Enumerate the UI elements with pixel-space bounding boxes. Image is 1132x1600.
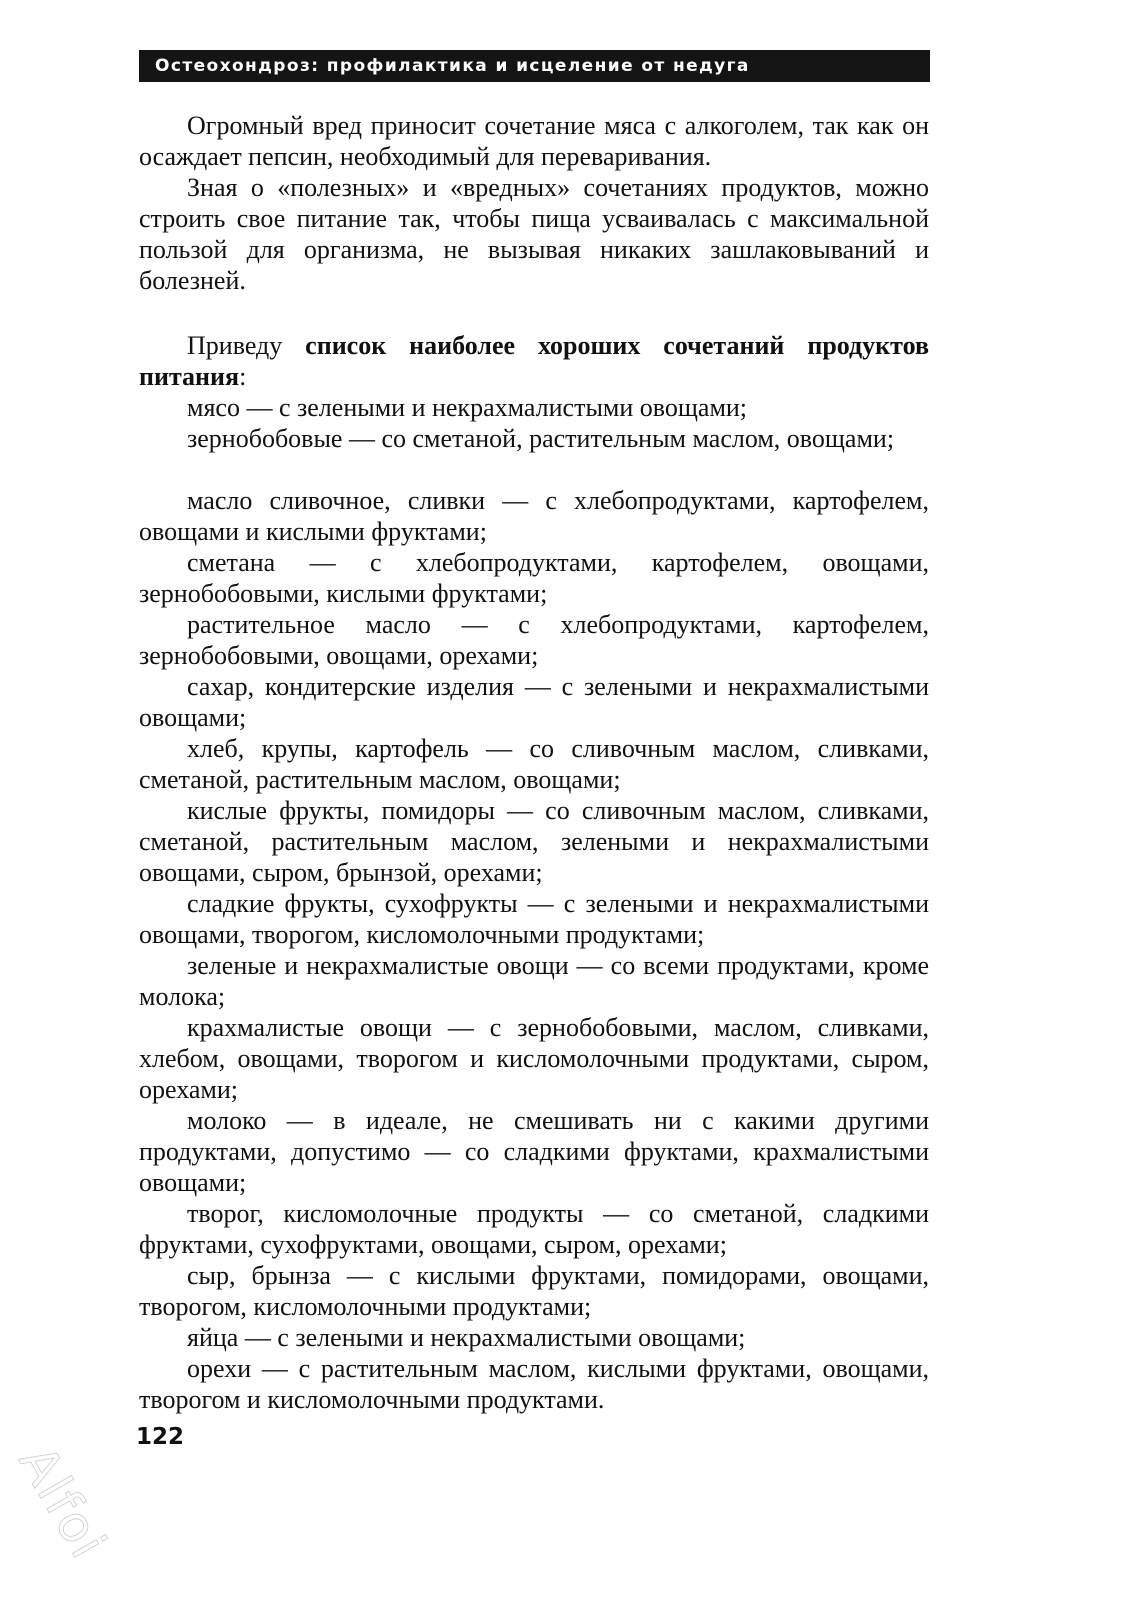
list-item: сахар, кондитерские изделия — с зелеными и некрахмалистыми овощами;: [139, 672, 929, 732]
list-item: зеленые и некрахмалистые овощи — со всеми продуктами, кроме молока;: [139, 951, 929, 1011]
list-item: яйца — с зелеными и некрахмалистыми овощами;: [187, 1323, 746, 1352]
page-number: 122: [136, 1424, 185, 1450]
list-item: масло сливочное, сливки — с хлебопродуктами, картофелем, овощами и кислыми фруктами;: [139, 486, 929, 546]
list-item: сметана — с хлебопродуктами, картофелем, овощами, зернобобовыми, кислыми фруктами;: [139, 548, 929, 608]
list-item: кислые фрукты, помидоры — со сливочным маслом, сливками, сметаной, растительным маслом, зелеными и некрахмалистыми овощами, сыром, брынзой, орехами;: [139, 796, 929, 887]
list-item: молоко — в идеале, не смешивать ни с какими другими продуктами, допустимо — со сладкими фруктами, крахмалистыми овощами;: [139, 1106, 929, 1197]
body-paragraph: Огромный вред приносит сочетание мяса с алкоголем, так как он осаждает пепсин, необходимый для переваривания.: [139, 111, 929, 171]
list-item: хлеб, крупы, картофель — со сливочным маслом, сливками, сметаной, растительным маслом, овощами;: [139, 734, 929, 794]
list-item: сладкие фрукты, сухофрукты — с зелеными и некрахмалистыми овощами, творогом, кисломолочными продуктами;: [139, 889, 929, 949]
list-intro-lead: Приведу: [187, 331, 306, 360]
list-item: сыр, брынза — с кислыми фруктами, помидорами, овощами, творогом, кисломолочными продуктами;: [139, 1261, 929, 1321]
list-item: растительное масло — с хлебопродуктами, картофелем, зернобобовыми, овощами, орехами;: [139, 610, 929, 670]
list-item: крахмалистые овощи — с зернобобовыми, маслом, сливками, хлебом, овощами, творогом и кисломолочными продуктами, сыром, орехами;: [139, 1013, 929, 1104]
list-intro-tail: :: [239, 362, 247, 391]
running-header-title: Остеохондроз: профилактика и исцеление от недуга: [155, 56, 750, 76]
body-paragraph: Зная о «полезных» и «вредных» сочетаниях продуктов, можно строить свое питание так, чтобы пища усваивалась с максимальной пользой для организма, не вызывая никаких зашлаковываний и болезней.: [139, 173, 929, 295]
list-item: мясо — с зелеными и некрахмалистыми овощами;: [187, 393, 748, 422]
list-item: орехи — с растительным маслом, кислыми фруктами, овощами, творогом и кисломолочными продуктами.: [139, 1354, 929, 1414]
watermark: Alfoi: [7, 1436, 119, 1570]
running-header: [139, 50, 930, 82]
list-intro: [139, 330, 929, 392]
list-item: зернобобовые — со сметаной, растительным маслом, овощами;: [187, 424, 895, 453]
list-item: творог, кисломолочные продукты — со сметаной, сладкими фруктами, сухофруктами, овощами, сыром, орехами;: [139, 1199, 929, 1259]
list-intro-bold: список наиболее хороших сочетаний продуктов питания: [139, 331, 929, 391]
